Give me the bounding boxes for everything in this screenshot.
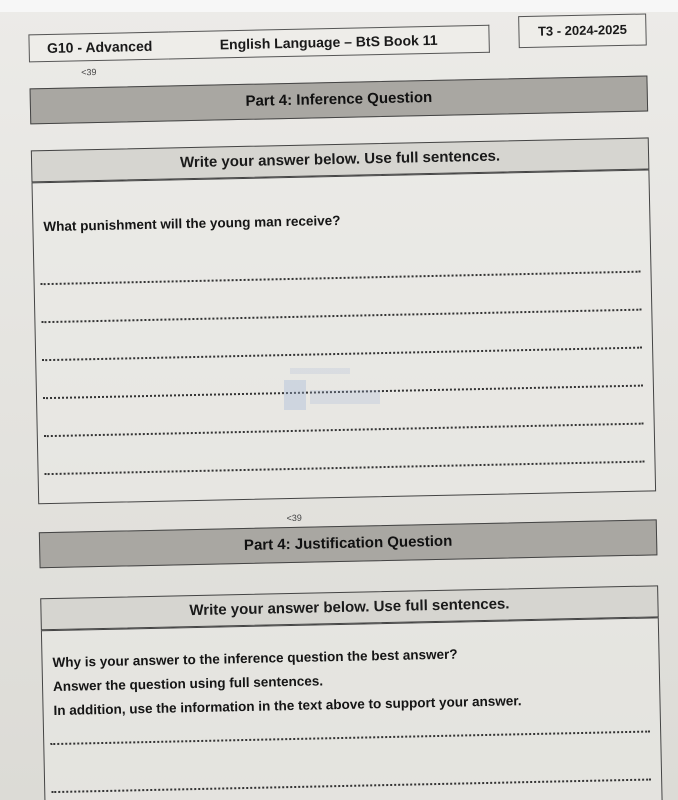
inference-banner: Part 4: Inference Question <box>30 75 649 124</box>
grade-label: G10 - Advanced <box>28 31 171 62</box>
page-mark-top: <39 <box>81 66 97 78</box>
answer-line[interactable] <box>45 461 645 476</box>
justification-banner: Part 4: Justification Question <box>39 519 658 568</box>
justification-instruction: Write your answer below. Use full sentences. <box>40 585 659 630</box>
justification-question-line: Answer the question using full sentences. <box>52 673 324 695</box>
answer-line[interactable] <box>41 271 641 286</box>
answer-line[interactable] <box>50 731 650 746</box>
inference-instruction: Write your answer below. Use full sentences. <box>31 137 650 182</box>
inference-question: What punishment will the young man receive? <box>43 212 341 235</box>
subject-label: English Language – BtS Book 11 <box>168 25 490 60</box>
answer-line[interactable] <box>41 309 641 324</box>
header-row <box>18 15 649 64</box>
answer-line[interactable] <box>44 423 644 438</box>
answer-line[interactable] <box>42 347 642 362</box>
answer-line[interactable] <box>51 779 651 794</box>
answer-line[interactable] <box>43 385 643 400</box>
page-mark-mid: <39 <box>286 512 302 524</box>
justification-question-line: In addition, use the information in the text above to support your answer. <box>53 693 522 719</box>
term-label: T3 - 2024-2025 <box>518 13 647 48</box>
justification-question-line: Why is your answer to the inference question the best answer? <box>52 646 458 671</box>
worksheet <box>18 5 667 800</box>
justification-answer-box <box>41 617 663 800</box>
inference-answer-box <box>32 169 657 504</box>
